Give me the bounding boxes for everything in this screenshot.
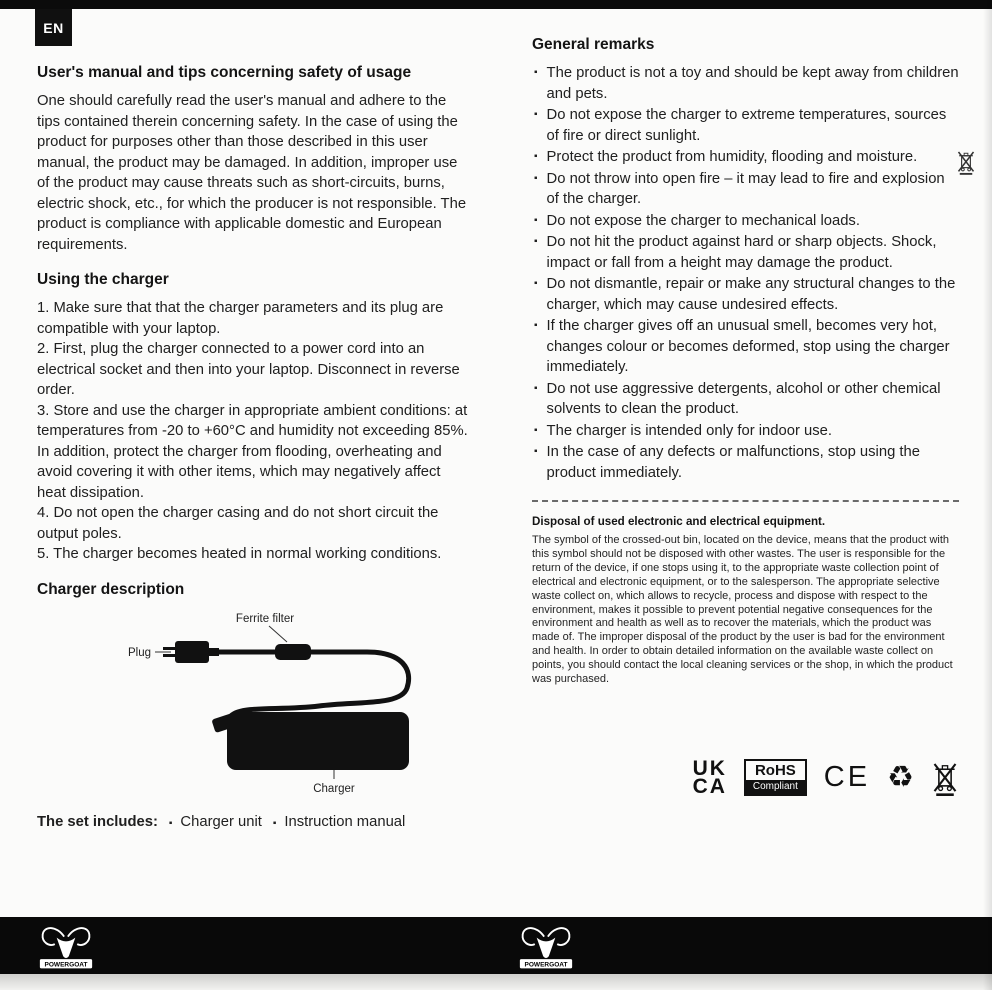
left-column bbox=[37, 64, 471, 830]
remark-item: ▪ In the case of any defects or malfunctions, stop using the product immediately. bbox=[532, 442, 959, 483]
disposal-text: The symbol of the crossed-out bin, located on the device, means that the product with this symbol should not be disposed with other wastes. The user is responsible for the return of the device, if one stops using it, to the appropriate waste collection point of electrical and electronic equipment, or to the salesperson. The appropriate selective waste collect on, which allows to recycle, process and dispose with respect to the environment, makes it possible to prevent potential negative consequences for the environment and health as well as to recover the materials, which the product was made of. The improper disposal of the product by the user is bad for the environment and health. In order to obtain detailed information on the available waste collect on points, you should contact the local cleaning services or the shop, in which the product was purchased. bbox=[532, 534, 953, 686]
ukca-line1: UK bbox=[692, 756, 727, 780]
plug-icon bbox=[163, 641, 219, 663]
weee-crossed-bin-icon-small bbox=[956, 148, 976, 181]
remark-item: ▪ Do not hit the product against hard or sharp objects. Shock, impact or fall from a height may damage the product. bbox=[532, 232, 959, 273]
ukca-mark bbox=[692, 756, 727, 798]
dashed-divider bbox=[532, 500, 959, 502]
remark-item: ▪ The charger is intended only for indoor use. bbox=[532, 421, 959, 442]
ferrite-filter-label: Ferrite filter bbox=[235, 612, 295, 625]
using-charger-item: 5. The charger becomes heated in normal working conditions. bbox=[37, 546, 442, 562]
set-includes-item: ▪ Charger unit bbox=[158, 814, 262, 830]
ce-mark: CE bbox=[823, 761, 871, 794]
right-edge-shadow bbox=[983, 0, 992, 990]
disposal-section bbox=[532, 515, 959, 687]
powergoat-wordmark: POWERGOAT bbox=[524, 961, 568, 969]
plug-label: Plug bbox=[127, 646, 151, 659]
remark-item: ▪ Do not throw into open fire – it may lead to fire and explosion of the charger. bbox=[532, 169, 959, 210]
using-charger-section bbox=[37, 271, 471, 565]
using-charger-list bbox=[37, 298, 471, 565]
using-charger-item: 1. Make sure that that the charger parameters and its plug are compatible with your laptop. bbox=[37, 300, 444, 337]
safety-text: One should carefully read the user's manual and adhere to the tips contained therein concerning safety. In the case of using the product for purposes other than those described in this user manual, the product may be damaged. In addition, improper use of the product may cause threats such as short-circuits, burns, electric shock, etc., for which the producer is not responsible. The product is compliance with applicable domestic and European requirements. bbox=[37, 93, 467, 253]
rohs-compliant-label: Compliant bbox=[746, 780, 805, 794]
set-includes-line bbox=[37, 814, 471, 830]
using-charger-item: 4. Do not open the charger casing and do not short circuit the output poles. bbox=[37, 505, 439, 542]
using-charger-item: 2. First, plug the charger connected to a power cord into an electrical socket and then into your laptop. Disconnect in reverse order. bbox=[37, 341, 460, 398]
using-charger-heading: Using the charger bbox=[37, 271, 169, 288]
top-bar bbox=[0, 0, 992, 9]
safety-heading: User's manual and tips concerning safety of usage bbox=[37, 64, 412, 81]
powergoat-wordmark: POWERGOAT bbox=[44, 961, 88, 969]
charger-diagram bbox=[37, 608, 469, 798]
charger-description-section bbox=[37, 581, 471, 798]
compliance-marks bbox=[532, 756, 959, 798]
disposal-heading: Disposal of used electronic and electrical equipment. bbox=[532, 515, 826, 528]
recycle-icon: ♻ bbox=[887, 759, 914, 795]
bottom-edge bbox=[0, 974, 992, 990]
powergoat-logo bbox=[518, 921, 574, 971]
using-charger-item: 3. Store and use the charger in appropriate ambient conditions: at temperatures from -20 to +60°C and humidity not exceeding 85%. In addition, protect the charger from flooding, overheating and avoid covering it with other items, which may negatively affect heat dissipation. bbox=[37, 402, 468, 501]
set-includes-list bbox=[158, 814, 405, 830]
charger-label: Charger bbox=[313, 782, 355, 795]
remark-item: ▪ Protect the product from humidity, flooding and moisture. bbox=[532, 147, 959, 168]
ferrite-filter-icon bbox=[275, 644, 311, 660]
powergoat-logo bbox=[38, 921, 94, 971]
remark-item: ▪ If the charger gives off an unusual smell, becomes very hot, changes colour or becomes deformed, stop using the charger immediately. bbox=[532, 316, 959, 378]
remark-item: ▪ Do not expose the charger to mechanical loads. bbox=[532, 211, 959, 232]
remark-item: ▪ Do not dismantle, repair or make any structural changes to the charger, which may cause undesired effects. bbox=[532, 274, 959, 315]
footer-bar bbox=[0, 917, 992, 974]
rohs-mark bbox=[744, 759, 807, 796]
language-badge: EN bbox=[35, 9, 72, 46]
set-includes-label: The set includes: bbox=[37, 813, 158, 830]
remark-item: ▪ Do not use aggressive detergents, alcohol or other chemical solvents to clean the product. bbox=[532, 379, 959, 420]
remark-item: ▪ The product is not a toy and should be kept away from children and pets. bbox=[532, 63, 959, 104]
remark-item: ▪ Do not expose the charger to extreme temperatures, sources of fire or direct sunlight. bbox=[532, 105, 959, 146]
set-includes-item: ▪ Instruction manual bbox=[262, 814, 405, 830]
general-remarks-list bbox=[532, 63, 959, 483]
ukca-line2: CA bbox=[692, 774, 727, 798]
rohs-name: RoHS bbox=[754, 762, 796, 780]
charger-description-heading: Charger description bbox=[37, 580, 185, 598]
general-remarks-section bbox=[532, 36, 959, 483]
weee-crossed-bin-icon bbox=[931, 759, 959, 797]
right-column bbox=[532, 36, 959, 797]
charger-body-icon bbox=[227, 712, 409, 770]
general-remarks-heading: General remarks bbox=[532, 36, 655, 53]
safety-section bbox=[37, 64, 471, 255]
